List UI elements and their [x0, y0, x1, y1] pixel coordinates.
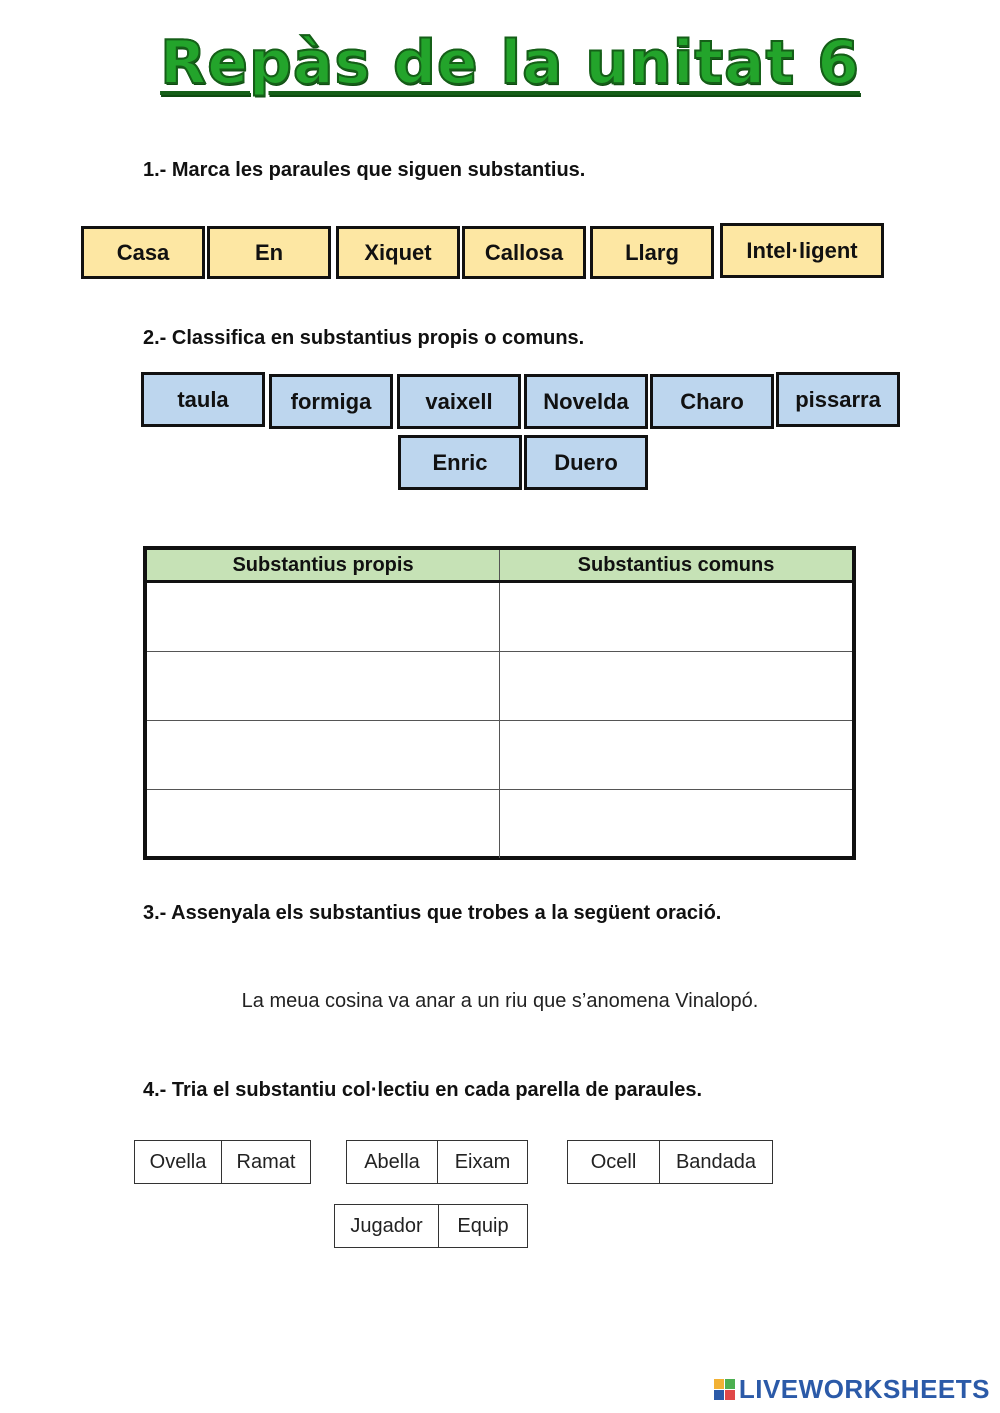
q4-option-eixam[interactable]: Eixam [437, 1141, 527, 1183]
q2-word-novelda[interactable]: Novelda [524, 374, 648, 429]
q4-pair-2 [346, 1140, 528, 1184]
q4-option-equip[interactable]: Equip [438, 1205, 527, 1247]
table-row [147, 583, 852, 652]
table-row [147, 721, 852, 790]
q4-option-abella[interactable]: Abella [364, 1150, 420, 1173]
table-header [147, 550, 852, 583]
question-1-prompt: 1.- Marca les paraules que siguen substantius. [143, 159, 586, 181]
question-4-prompt: 4.- Tria el substantiu col·lectiu en cada parella de paraules. [143, 1079, 703, 1101]
q4-pair-4 [334, 1204, 528, 1248]
page-title: Repàs de la unitat 6 [160, 28, 860, 98]
drop-cell-propis-4[interactable] [147, 790, 500, 858]
q2-word-pissarra[interactable]: pissarra [776, 372, 900, 427]
q4-option-ocell[interactable]: Ocell [590, 1150, 637, 1173]
q1-word-en[interactable]: En [207, 226, 331, 279]
brand-name: LIVEWORKSHEETS [738, 1374, 990, 1404]
q3-sentence[interactable]: La meua cosina va anar a un riu que s’anomena Vinalopó. [241, 990, 759, 1012]
q2-word-duero[interactable]: Duero [524, 435, 648, 490]
q2-word-formiga[interactable]: formiga [269, 374, 393, 429]
drop-cell-comuns-3[interactable] [500, 721, 852, 789]
drop-cell-comuns-2[interactable] [500, 652, 852, 720]
q4-option-jugador[interactable]: Jugador [350, 1214, 423, 1237]
q4-option-ovella[interactable]: Ovella [149, 1150, 207, 1173]
q1-word-intelligent[interactable]: Intel·ligent [720, 223, 884, 278]
q1-word-callosa[interactable]: Callosa [462, 226, 586, 279]
q4-pair-3 [567, 1140, 773, 1184]
question-2-prompt: 2.- Classifica en substantius propis o comuns. [143, 327, 585, 349]
q1-word-llarg[interactable]: Llarg [590, 226, 714, 279]
drop-cell-propis-3[interactable] [147, 721, 500, 789]
q2-word-charo[interactable]: Charo [650, 374, 774, 429]
q4-option-bandada[interactable]: Bandada [659, 1141, 772, 1183]
q1-word-xiquet[interactable]: Xiquet [336, 226, 460, 279]
q1-word-casa[interactable]: Casa [81, 226, 205, 279]
question-3-prompt: 3.- Assenyala els substantius que trobes a la següent oració. [143, 902, 722, 924]
drop-cell-propis-2[interactable] [147, 652, 500, 720]
header-comuns: Substantius comuns [577, 553, 775, 576]
q2-word-enric[interactable]: Enric [398, 435, 522, 490]
classification-table [143, 546, 856, 860]
liveworksheets-logo-icon [714, 1379, 735, 1400]
q2-word-taula[interactable]: taula [141, 372, 265, 427]
drop-cell-propis-1[interactable] [147, 583, 500, 651]
header-propis: Substantius propis [147, 550, 500, 580]
drop-cell-comuns-1[interactable] [500, 583, 852, 651]
q2-word-vaixell[interactable]: vaixell [397, 374, 521, 429]
drop-cell-comuns-4[interactable] [500, 790, 852, 858]
table-row [147, 652, 852, 721]
q4-pair-1 [134, 1140, 311, 1184]
footer-branding [714, 1374, 990, 1405]
table-row [147, 790, 852, 858]
q4-option-ramat[interactable]: Ramat [221, 1141, 310, 1183]
